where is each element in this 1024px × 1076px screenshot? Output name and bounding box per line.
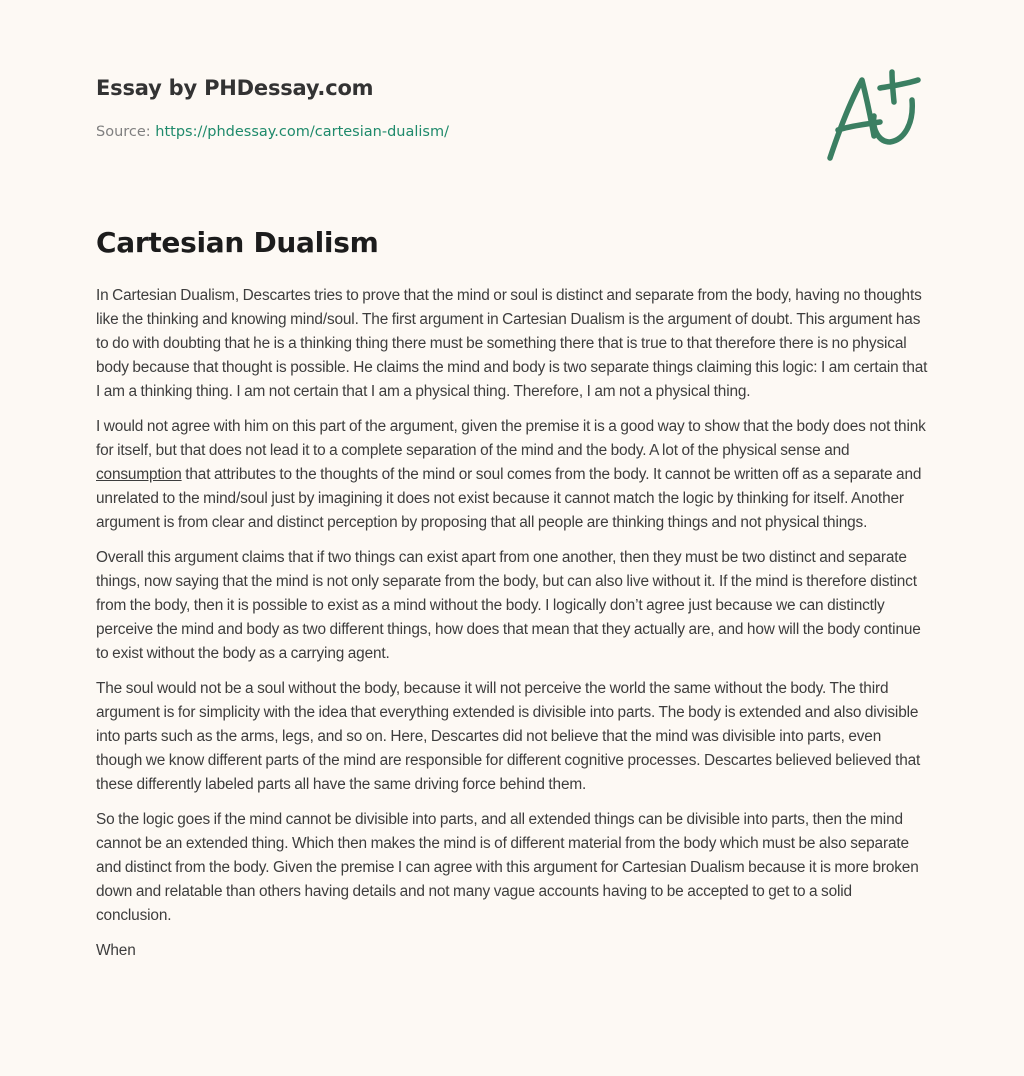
consumption-link[interactable]: consumption — [96, 466, 182, 483]
source-label: Source: — [96, 124, 156, 140]
paragraph-text: I would not agree with him on this part of the argument, given the premise it is a good way to show that the body does not think for itself, but that does not lead it to a complete separation of the mind and the body. A lot of the physical sense and — [96, 418, 926, 459]
paragraph-text: that attributes to the thoughts of the mind or soul comes from the body. It cannot be written off as a separate and unrelated to the mind/soul just by imagining it does not exist because it cannot match the logic by thinking for itself. Another argument is from clear and distinct perception by proposing that all people are thinking things and not physical things. — [96, 466, 922, 531]
essay-paragraph-5: So the logic goes if the mind cannot be divisible into parts, and all extended things can be divisible into parts, then the mind cannot be an extended thing. Which then makes the mind is of different material from the body which must be also separate and distinct from the body. Given the premise I can agree with this argument for Cartesian Dualism because it is more broken down and relatable than others having details and not many vague accounts having to be accepted to get to a solid conclusion. — [96, 811, 919, 924]
essay-paragraph-4: The soul would not be a soul without the body, because it will not perceive the world the same without the body. The third argument is for simplicity with the idea that everything extended is divisible into parts. The body is extended and also divisible into parts such as the arms, legs, and so on. Here, Descartes did not believe that the mind was divisible into parts, even though we know different parts of the mind are responsible for different cognitive processes. Descartes believed believed that these differently labeled parts all have the same driving force behind them. — [96, 680, 921, 793]
essay-paragraph-1: In Cartesian Dualism, Descartes tries to prove that the mind or soul is distinct and separate from the body, having no thoughts like the thinking and knowing mind/soul. The first argument in Cartesian Dualism is the argument of doubt. This argument has to do with doubting that he is a thinking thing there must be something there that is true to that therefore there is no physical body because that thought is possible. He claims the mind and body is two separate things claiming this logic: I am certain that I am a thinking thing. I am not certain that I am a physical thing. Therefore, I am not a physical thing. — [96, 287, 928, 400]
source-line — [96, 124, 449, 140]
a-plus-grade-icon — [822, 66, 932, 166]
site-title: Essay by PHDessay.com — [96, 76, 374, 100]
essay-title: Cartesian Dualism — [96, 226, 379, 259]
essay-paragraph-2 — [96, 415, 930, 535]
essay-body — [96, 284, 930, 974]
source-link[interactable]: https://phdessay.com/cartesian-dualism/ — [155, 124, 449, 140]
essay-paragraph-3: Overall this argument claims that if two things can exist apart from one another, then they must be two distinct and separate things, now saying that the mind is not only separate from the body, but can also live without it. If the mind is therefore distinct from the body, then it is possible to exist as a mind without the body. I logically don’t agree just because we can distinctly perceive the mind and body as two different things, how does that mean that they actually are, and how will the body continue to exist without the body as a carrying agent. — [96, 549, 921, 662]
essay-paragraph-6: When — [96, 942, 136, 959]
